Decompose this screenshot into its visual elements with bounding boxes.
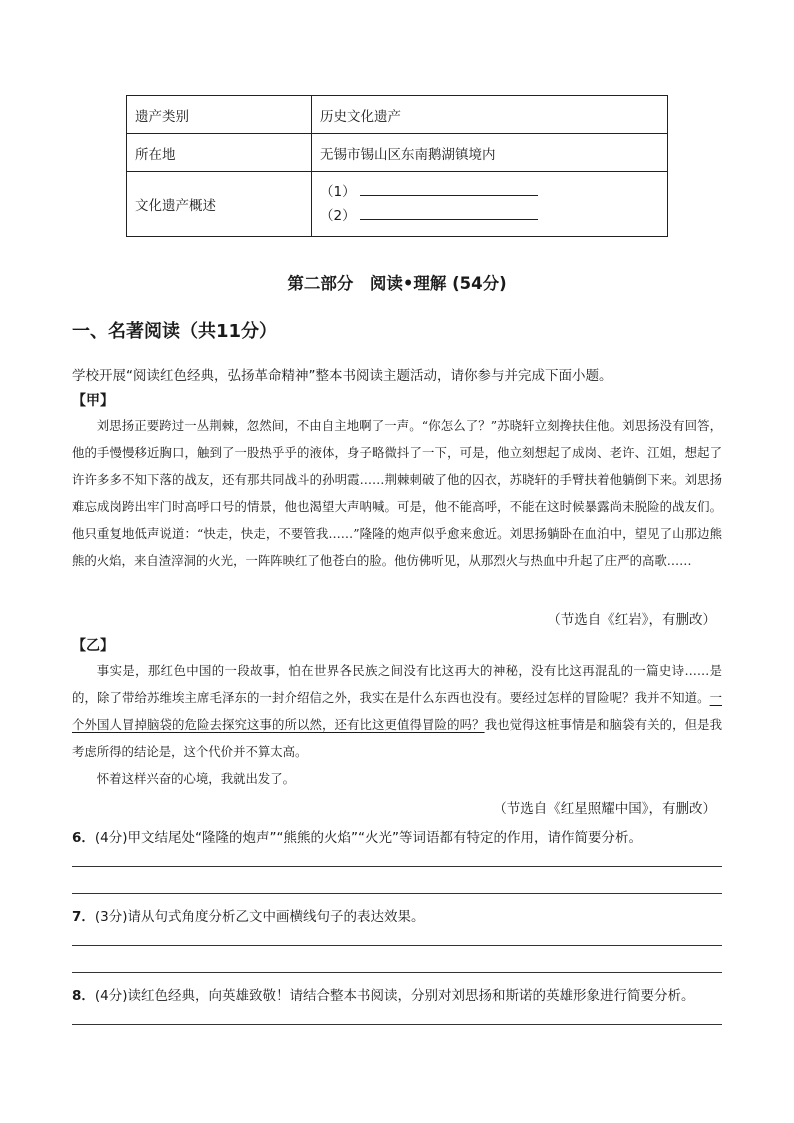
- question-points: (4分): [94, 988, 128, 1004]
- blank-line: [360, 182, 538, 196]
- table-cell-blanks: [312, 172, 668, 237]
- section-title: 一、名著阅读（共11分）: [72, 321, 278, 342]
- passage-b: [72, 657, 722, 792]
- table-cell-value: 无锡市锡山区东南鹅湖镇境内: [312, 134, 668, 172]
- table-row: [127, 172, 668, 237]
- table-cell-value: 历史文化遗产: [312, 96, 668, 134]
- question-points: (3分): [94, 909, 128, 925]
- question-text: 甲文结尾处“隆隆的炮声”“熊熊的火焰”“火光”等词语都有特定的作用，请作简要分析。: [127, 830, 642, 846]
- blank-number: （2）: [320, 208, 356, 224]
- activity-intro: 学校开展“阅读红色经典，弘扬革命精神”整本书阅读主题活动，请你参与并完成下面小题。: [72, 368, 613, 384]
- passage-a-source: （节选自《红岩》，有删改）: [547, 612, 716, 628]
- answer-line[interactable]: [72, 1024, 722, 1025]
- table-cell-label: 文化遗产概述: [127, 172, 312, 237]
- table-cell-label: 所在地: [127, 134, 312, 172]
- passage-b-paragraph-1: [72, 657, 722, 765]
- question-number: 8．: [72, 988, 95, 1004]
- blank-number: （1）: [320, 184, 356, 200]
- question-number: 6．: [72, 830, 95, 846]
- answer-blank-1[interactable]: [320, 180, 659, 204]
- answer-line[interactable]: [72, 972, 722, 973]
- passage-a: [72, 412, 722, 575]
- question-8: [72, 984, 695, 1004]
- blank-line: [360, 206, 538, 220]
- table-row: [127, 134, 668, 172]
- question-7: [72, 905, 425, 925]
- passage-b-text: 事实是，那红色中国的一段故事，怕在世界各民族之间没有比这再大的神秘，没有比这再混乱的一篇史诗……是的，除了带给苏维埃主席毛泽东的一封介绍信之外，我实在是什么东西也没有。要经过怎样的冒险呢？我并不知道。: [72, 663, 722, 706]
- answer-blank-2[interactable]: [320, 204, 659, 228]
- passage-b-text: 我也觉得这桩事情是和脑袋有关的，但是我考虑所得的结论是，这个代价并不算太高。: [72, 717, 723, 760]
- underlined-sentence: 一个外国人冒掉脑袋的危险去探究这事的所以然，还有比这更值得冒险的吗？: [72, 690, 722, 733]
- passage-b-source: （节选自《红星照耀中国》，有删改）: [493, 801, 716, 817]
- heritage-table: [126, 95, 668, 237]
- passage-b-tag: 【乙】: [72, 638, 114, 654]
- question-points: (4分): [94, 830, 128, 846]
- part-title: 第二部分 阅读•理解 (54分): [287, 274, 507, 293]
- table-row: [127, 96, 668, 134]
- question-number: 7．: [72, 909, 95, 925]
- question-text: 请从句式角度分析乙文中画横线句子的表达效果。: [127, 909, 425, 925]
- question-text: 读红色经典，向英雄致敬！请结合整本书阅读，分别对刘思扬和斯诺的英雄形象进行简要分析。: [127, 988, 695, 1004]
- answer-line[interactable]: [72, 866, 722, 867]
- table-cell-label: 遗产类别: [127, 96, 312, 134]
- passage-b-paragraph-2: 怀着这样兴奋的心境，我就出发了。: [96, 771, 296, 787]
- answer-line[interactable]: [72, 945, 722, 946]
- question-6: [72, 826, 642, 846]
- passage-a-text: 刘思扬正要跨过一丛荆棘，忽然间，不由自主地啊了一声。“你怎么了？”苏晓轩立刻搀扶住他。刘思扬没有回答，他的手慢慢移近胸口，触到了一股热乎乎的液体，身子略微抖了一下，可是，他立刻想起了成岗、老许、江姐，想起了许许多多不知下落的战友，还有那共同战斗的孙明霞……荆棘刺破了他的囚衣，苏晓轩的手臂扶着他躺倒下来。刘思扬难忘成岗跨出牢门时高呼口号的情景，他也渴望大声呐喊。可是，他不能高呼，不能在这时候暴露尚未脱险的战友们。他只重复地低声说道：“快走，快走，不要管我……”隆隆的炮声似乎愈来愈近。刘思扬躺卧在血泊中，望见了山那边熊熊的火焰，来自渣滓洞的火光，一阵阵映红了他苍白的脸。他仿佛听见，从那烈火与热血中升起了庄严的高歌……: [72, 418, 722, 569]
- passage-a-tag: 【甲】: [72, 393, 114, 409]
- answer-line[interactable]: [72, 893, 722, 894]
